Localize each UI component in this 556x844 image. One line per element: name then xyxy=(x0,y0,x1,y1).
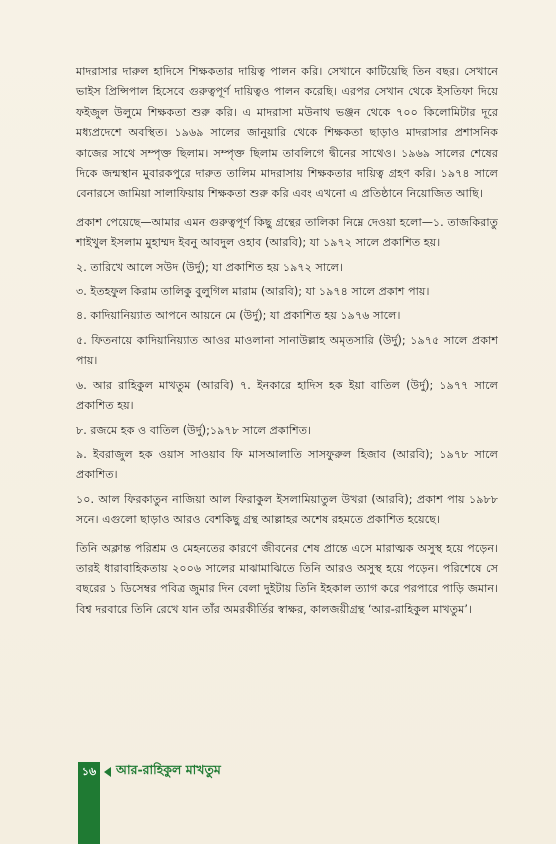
paragraph-biography: মাদরাসার দারুল হাদিসে শিক্ষকতার দায়িত্ব পালন করি। সেখানে কাটিয়েছি তিন বছর। সেখানে ভাইস প্রিন্সিপাল হিসেবে গুরুত্বপূর্ণ দায়িত্বও পালন করেছি। এরপর সেখান থেকে ইসতিফা দিয়ে ফইজুল উলুমে শিক্ষকতা শুরু করি। এ মাদরাসা মউনাথ ভঞ্জন থেকে ৭০০ কিলোমিটার দূরে মধ্যপ্রদেশে অবস্থিত। ১৯৬৯ সালের জানুয়ারি থেকে শিক্ষকতা ছাড়াও মাদরাসার প্রশাসনিক কাজের সাথে সম্পৃক্ত ছিলাম। সম্পৃক্ত ছিলাম তাবলিগে দ্বীনের সাথেও। ১৯৬৯ সালের শেষের দিকে জন্মস্থান মুবারকপুরে দারুত তালিম মাদরাসায় শিক্ষকতার দায়িত্ব গ্রহণ করি। ১৯৭৪ সালে বেনারসে জামিয়া সালাফিয়ায় শিক্ষকতা শুরু করি এবং এখনো এ প্রতিষ্ঠানে নিয়োজিত আছি। xyxy=(76,65,498,201)
running-title: আর-রাহিকুল মাখতুম xyxy=(116,762,221,777)
list-item-4: ৪. কাদিয়ানিয়্যাত আপনে আয়নে মে (উর্দু); যা প্রকাশিত হয় ১৯৭৬ সালে। xyxy=(76,309,401,323)
list-item-2: ২. তারিখে আলে সউদ (উর্দু); যা প্রকাশিত হয় ১৯৭২ সালে। xyxy=(76,260,343,274)
list-item-6-7: ৬. আর রাহিকুল মাখতুম (আরবি) ৭. ইনকারে হাদিস হক ইয়া বাতিল (উর্দু); ১৯৭৭ সালে প্রকাশিত হয়। xyxy=(76,378,498,413)
list-item-10: ১০. আল ফিরকাতুন নাজিয়া আল ফিরাকুল ইসলামিয়াতুল উখরা (আরবি); প্রকাশ পায় ১৯৮৮ সনে। এগুলো ছাড়াও আরও বেশকিছু গ্রন্থ আল্লাহর অশেষ রহমতে প্রকাশিত হয়েছে। xyxy=(76,492,498,527)
page-number: ১৬ xyxy=(78,762,100,782)
body-text xyxy=(76,62,498,620)
list-item-9: ৯. ইবরাজুল হক ওয়াস সাওয়াব ফি মাসআলাতি সাসফুরুল হিজাব (আরবি); ১৯৭৮ সালে প্রকাশিত। xyxy=(76,447,498,482)
page-footer xyxy=(78,762,221,782)
footer-green-bar xyxy=(78,782,100,844)
paragraph-death: তিনি অক্লান্ত পরিশ্রম ও মেহনতের কারণে জীবনের শেষ প্রান্তে এসে মারাত্মক অসুস্থ হয়ে পড়েন। তারই ধারাবাহিকতায় ২০০৬ সালের মাঝামাঝিতে তিনি আরও অসুস্থ হয়ে পড়েন। পরিশেষে সে বছরের ১ ডিসেম্বর পবিত্র জুমার দিন বেলা দুইটায় তিনি ইহকাল ত্যাগ করে পরপারে পাড়ি জমান। বিশ্ব দরবারে তিনি রেখে যান তাঁর অমরকীর্তির স্বাক্ষর, কালজয়ীগ্রন্থ ‘আর-রাহিকুল মাখতুম’। xyxy=(76,541,498,616)
list-item-5: ৫. ফিতনায়ে কাদিয়ানিয়্যাত আওর মাওলানা সানাউল্লাহ অমৃতসারি (উর্দু); ১৯৭৫ সালে প্রকাশ পায়। xyxy=(76,333,498,368)
list-item-3: ৩. ইতহফুল কিরাম তালিকু বুলুগিল মারাম (আরবি); যা ১৯৭৪ সালে প্রকাশ পায়। xyxy=(76,285,430,299)
paragraph-publications-intro: প্রকাশ পেয়েছে—আমার এমন গুরুত্বপূর্ণ কিছু গ্রন্থের তালিকা নিম্নে দেওয়া হলো—১. তাজকিরাতু শাইখুল ইসলাম মুহাম্মদ ইবনু আবদুল ওহাব (আরবি); যা ১৯৭২ সালে প্রকাশিত হয়। xyxy=(76,215,498,250)
list-item-8: ৮. রজমে হক ও বাতিল (উর্দু);১৯৭৮ সালে প্রকাশিত। xyxy=(76,423,312,437)
triangle-left-icon xyxy=(104,767,111,777)
